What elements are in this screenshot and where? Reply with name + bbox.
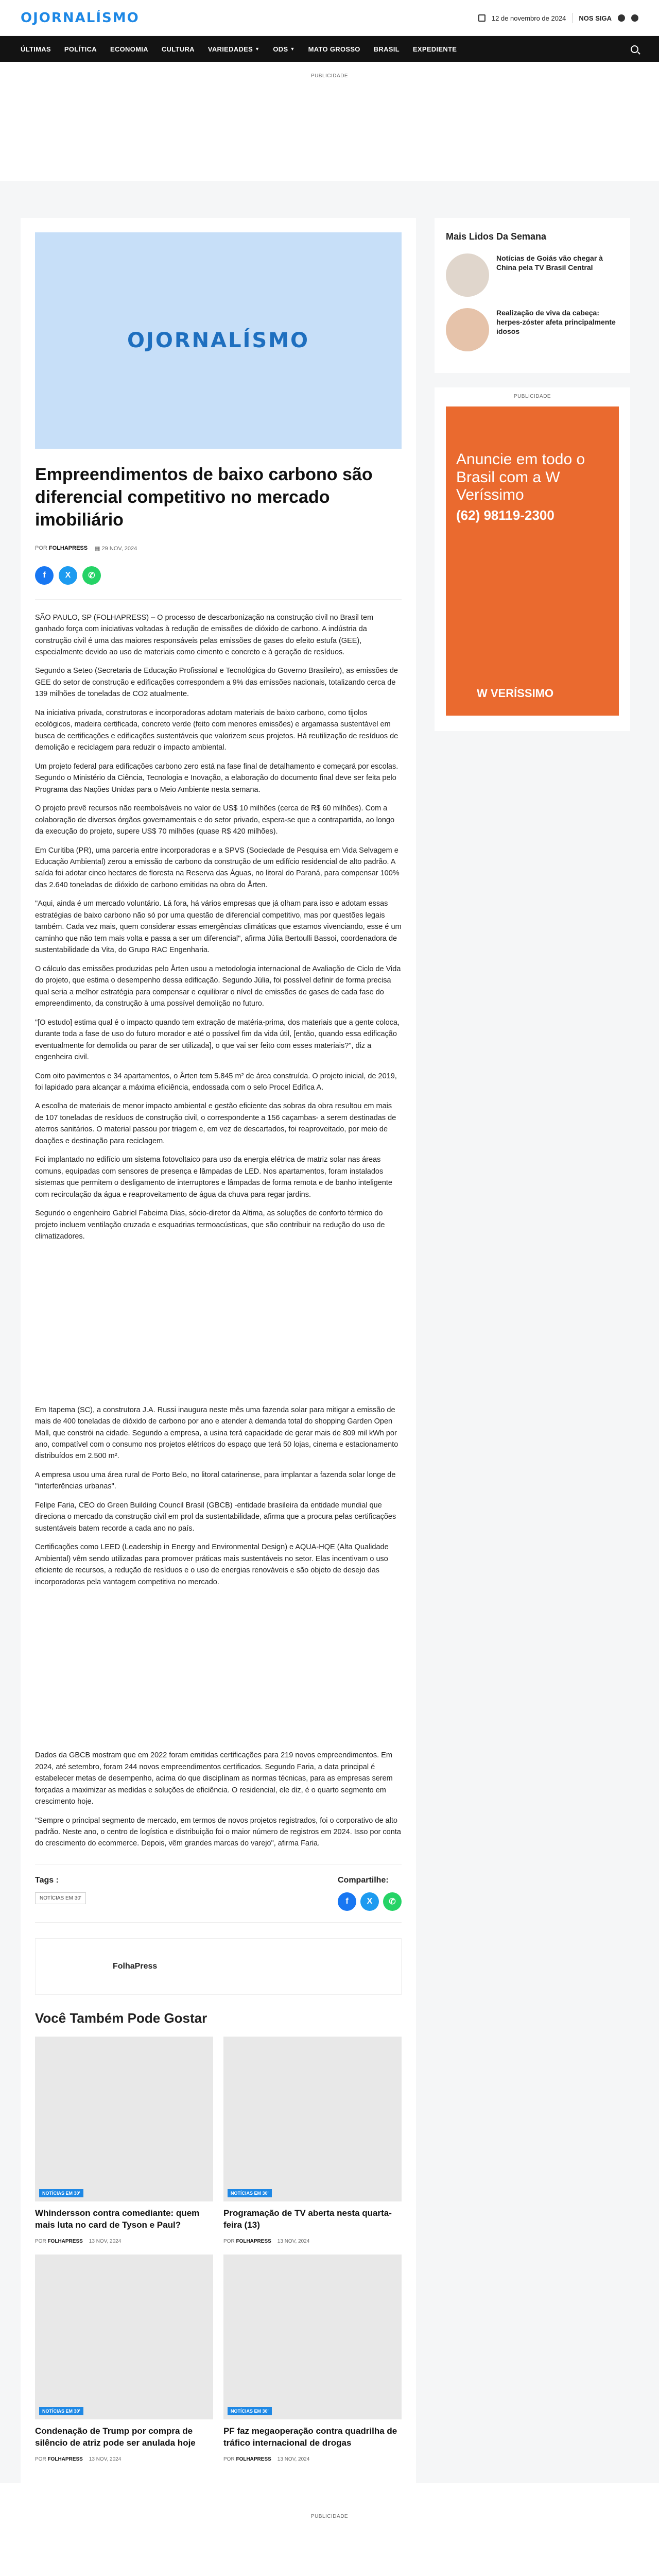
- related-card[interactable]: [223, 2037, 402, 2244]
- paragraph: "[O estudo] estima qual é o impacto quando tem extração de matéria-prima, dos materiais que a gente coloca, durante toda a fase de uso do futuro morador e até o possível fim da vida útil, [então, quando essa edificação eventualmente for demolida ou parar de ser utilizada], o que vai ser feito com esses materiais?", diz a engenheira civil.: [35, 1018, 400, 1062]
- card-author[interactable]: FOLHAPRESS: [236, 2238, 271, 2244]
- ad-brand-logo: W VERÍSSIMO: [477, 687, 554, 700]
- author-line: [35, 545, 88, 551]
- card-meta: [35, 2239, 213, 2244]
- article-date: ▦ 29 NOV, 2024: [95, 545, 137, 552]
- inline-ad-slot[interactable]: [35, 1250, 402, 1404]
- card-date: 13 NOV, 2024: [89, 2456, 122, 2462]
- most-read-item[interactable]: [446, 308, 619, 351]
- paragraph: A empresa usou uma área rural de Porto Belo, no litoral catarinense, para implantar a fazenda solar longe de "interferências urbanas".: [35, 1470, 396, 1491]
- most-read-item[interactable]: [446, 253, 619, 297]
- paragraph: Foi implantado no edifício um sistema fotovoltaico para uso da energia elétrica de matriz solar nas áreas comuns, equipadas com sensores de presença e lâmpadas de LED. Nos apartamentos, foram instalados sistemas que permitem o desligamento de interruptores e lâmpadas de forma remota e de banho inteligente com recirculação da água e reaproveitamento de água da chuva para regar jardins.: [35, 1156, 392, 1199]
- card-meta: [223, 2456, 402, 2462]
- instagram-icon[interactable]: [631, 14, 638, 22]
- by-label: POR: [35, 2238, 46, 2244]
- article: [21, 218, 416, 2483]
- paragraph: O cálculo das emissões produzidas pelo Årten usou a metodologia internacional de Avaliação de Ciclo de Vida do projeto, que estima o desempenho dessa edificação. Segundo Júlia, foi possível definir de forma precisa qual seria a melhor estratégia para compensar e equilibrar o nível de emissões de gases de cada fase do empreendimento, da construção à uma possível demolição no futuro.: [35, 964, 401, 1008]
- top-ad-area: [0, 62, 659, 181]
- facebook-share-button[interactable]: f: [338, 1892, 356, 1911]
- card-meta: [223, 2239, 402, 2244]
- facebook-icon[interactable]: [618, 14, 625, 22]
- paragraph: O projeto prevê recursos não reembolsáveis no valor de US$ 10 milhões (cerca de R$ 60 milhões). Com a colaboração de diversos órgãos governamentais e do setor privado, espera-se que a contrapartida, ao longo da execução do projeto, supere US$ 70 milhões (quase R$ 420 milhões).: [35, 804, 395, 836]
- search-icon[interactable]: [631, 45, 638, 53]
- facebook-share-button[interactable]: f: [35, 566, 54, 585]
- card-date: 13 NOV, 2024: [277, 2456, 310, 2462]
- related-card[interactable]: [35, 2255, 213, 2462]
- share-block: [338, 1876, 402, 1911]
- card-author-line: [223, 2239, 271, 2244]
- main-nav: [0, 36, 659, 62]
- date-text: 29 NOV, 2024: [101, 545, 137, 552]
- paragraph: Em Curitiba (PR), uma parceria entre incorporadoras e a SPVS (Sociedade de Pesquisa em Vida Selvagem e Educação Ambiental) zerou a emissão de carbono da construção de um edifício residencial de alto padrão. A saída foi adotar cinco hectares de floresta na Reserva das Águas, no litoral do Paraná, para compensar 100% das 2.640 toneladas de dióxido de carbono emitidas na obra do Årten.: [35, 846, 400, 889]
- paragraph: Felipe Faria, CEO do Green Building Council Brasil (GBCB) -entidade brasileira da entidade mundial que direciona o mercado da construção civil em prol da sustentabilidade, afirma que a procura pelas certificações sustentáveis batem recorde a cada ano no país.: [35, 1501, 396, 1533]
- most-read-item-title[interactable]: Notícias de Goiás vão chegar à China pela TV Brasil Central: [496, 254, 603, 272]
- paragraph: SÃO PAULO, SP (FOLHAPRESS) – O processo de descarbonização na construção civil no Brasil tem ganhado força com iniciativas voltadas à redução de emissões de dióxido de carbono. A indústria da construção civil é uma das maiores responsáveis pelas emissões de gases do efeito estufa (GEE), especialmente devido ao uso de materiais como cimento e concreto e à geração de resíduos.: [35, 613, 374, 656]
- category-badge[interactable]: NOTÍCIAS EM 30': [39, 2407, 83, 2415]
- card-author[interactable]: FOLHAPRESS: [47, 2238, 83, 2244]
- ad-slot[interactable]: [0, 83, 659, 181]
- twitter-share-button[interactable]: X: [59, 566, 77, 585]
- inline-ad-slot[interactable]: [35, 1595, 402, 1750]
- card-title[interactable]: Programação de TV aberta nesta quarta-feira (13): [223, 2208, 392, 2230]
- by-label: POR: [223, 2238, 235, 2244]
- nav-label: ODS: [273, 45, 288, 53]
- card-title[interactable]: Whindersson contra comediante: quem mais luta no card de Tyson e Paul?: [35, 2208, 200, 2230]
- category-badge[interactable]: NOTÍCIAS EM 30': [228, 2407, 272, 2415]
- most-read-box: [435, 218, 630, 373]
- content-area: [0, 181, 659, 2483]
- twitter-share-button[interactable]: X: [360, 1892, 379, 1911]
- nav-item-variedades[interactable]: [208, 45, 260, 53]
- thumbnail[interactable]: [446, 308, 489, 351]
- card-image[interactable]: [223, 2255, 402, 2419]
- whatsapp-share-button[interactable]: ✆: [383, 1892, 402, 1911]
- nav-item-ultimas[interactable]: ÚLTIMAS: [21, 45, 51, 53]
- share-label: Compartilhe:: [338, 1875, 389, 1885]
- thumbnail[interactable]: [446, 253, 489, 297]
- top-header: [0, 0, 659, 36]
- article-title: Empreendimentos de baixo carbono são diferencial competitivo no mercado imobiliário: [35, 465, 373, 530]
- paragraph: Na iniciativa privada, construtoras e incorporadoras adotam materiais de baixo carbono, como tijolos ecológicos, madeira certificada, concreto verde (feito com menores emissões) e argamassa sustentável em busca de certificações e edificações sustentáveis que valorizem seus projetos. Há reutilização de resíduos de demolição e reciclagem para reduzir o impacto ambiental.: [35, 708, 398, 752]
- calendar-icon: [478, 14, 485, 22]
- nav-item-brasil[interactable]: BRASIL: [373, 45, 400, 53]
- related-title: Você Também Pode Gostar: [35, 2010, 207, 2026]
- nav-label: VARIEDADES: [207, 45, 253, 53]
- paragraph: Dados da GBCB mostram que em 2022 foram emitidas certificações para 219 novos empreendimentos. Em 2024, até setembro, foram 244 novos empreendimentos certificados. Segundo Faria, a data principal é estabelecer metas de desempenho, acima do que disciplinam as normas técnicas, para as empresas serem forçadas a maximizar as medidas e soluções de eficiência. O residencial, ele diz, é o quarto segmento em crescimento hoje.: [35, 1751, 393, 1806]
- chevron-down-icon: ▼: [290, 46, 295, 52]
- hero-image: OJORNALÍSMO: [35, 232, 402, 449]
- ad-label: PUBLICIDADE: [513, 394, 551, 399]
- paragraph: Em Itapema (SC), a construtora J.A. Russi inaugura neste mês uma fazenda solar para mitigar a emissão de mais de 400 toneladas de dióxido de carbono por ano e atender à demanda total do shopping Garden Open Mall, que constrói na cidade. Segundo a empresa, a usina terá capacidade de gerar mais de 809 mil kWh por ano, compatível com o consumo nos projetos elétricos do espaço que terá 50 lojas, cinema e estacionamento distribuídos em 2.500 m².: [35, 1405, 398, 1461]
- sidebar: [435, 218, 630, 731]
- paragraph: "Aqui, ainda é um mercado voluntário. Lá fora, há vários empresas que já olham para isso e adotam essas estratégias de baixo carbono não só por uma questão de diferencial competitivo, mas por questões legais também. Cada vez mais, quem considerar essas emergências climáticas que estamos vivenciando, esse é um caminho que não tem mais volta e passa a ser um diferencial", afirma Júlia Bertoulli Bassoi, coordenadora de sustentabilidade da Vita, do Grupo RAC Engenharia.: [35, 900, 402, 955]
- card-author[interactable]: FOLHAPRESS: [236, 2456, 271, 2462]
- paragraph: Segundo a Seteo (Secretaria de Educação Profissional e Tecnológica do Governo Brasileiro), as emissões de GEE do setor de construção e edificações correspondem a 9% das emissões nacionais, totalizando cerca de 139 milhões de toneladas de CO2 atualmente.: [35, 667, 398, 699]
- ad-slot[interactable]: [0, 2519, 659, 2576]
- tags-label: Tags :: [35, 1875, 59, 1885]
- article-body: [35, 612, 402, 1850]
- card-date: 13 NOV, 2024: [89, 2238, 122, 2244]
- whatsapp-share-button[interactable]: ✆: [82, 566, 101, 585]
- tags-block: [35, 1876, 86, 1911]
- paragraph: Um projeto federal para edificações carbono zero está na fase final de detalhamento e começará por escolas. Segundo o Ministério da Ciência, Tecnologia e Inovação, a elaboração do documento final deve ser feita pelo Programa das Nações Unidas para o Meio Ambiente nesta semana.: [35, 762, 398, 794]
- ad-label: PUBLICIDADE: [310, 73, 349, 79]
- paragraph: A escolha de materiais de menor impacto ambiental e gestão eficiente das sobras da obra resultou em mais de 107 toneladas de resíduos de construção civil, o correspondente a 156 caçambas- a serem destinadas de aterros sanitários. O material passou por triagem e, em vez de descartados, foi reaproveitado, por meio de doações e destinação para reciclagem.: [35, 1102, 396, 1145]
- nav-item-politica[interactable]: POLÍTICA: [64, 45, 97, 53]
- card-author[interactable]: FOLHAPRESS: [47, 2456, 83, 2462]
- card-meta: [35, 2456, 213, 2462]
- follow-label: NOS SIGA: [579, 14, 612, 22]
- nav-item-mato-grosso[interactable]: MATO GROSSO: [308, 45, 360, 53]
- author-prefix: POR: [35, 545, 47, 552]
- sidebar-ad-box: [435, 387, 630, 731]
- share-row-top: [35, 566, 402, 600]
- nav-item-cultura[interactable]: CULTURA: [161, 45, 195, 53]
- paragraph: "Sempre o principal segmento de mercado, em termos de novos projetos registrados, foi o corporativo de alto padrão. Neste ano, o centro de logística e distribuição foi o maior número de registros em 2024. Isso por conta do crescimento do ecommerce. Depois, vêm grandes marcas do varejo", afirma Faria.: [35, 1816, 401, 1848]
- nav-item-ods[interactable]: [273, 45, 294, 53]
- ad-phone: (62) 98119-2300: [456, 507, 554, 523]
- nav-item-expediente[interactable]: EXPEDIENTE: [412, 45, 457, 53]
- author-name[interactable]: FOLHAPRESS: [48, 545, 88, 552]
- most-read-title: Mais Lidos Da Semana: [446, 231, 547, 242]
- card-image[interactable]: [35, 2255, 213, 2419]
- related-card[interactable]: [35, 2037, 213, 2244]
- nav-item-economia[interactable]: ECONOMIA: [110, 45, 148, 53]
- by-label: POR: [35, 2456, 46, 2462]
- tag-chip[interactable]: NOTÍCIAS EM 30': [35, 1892, 86, 1904]
- chevron-down-icon: ▼: [255, 46, 260, 52]
- card-date: 13 NOV, 2024: [277, 2238, 310, 2244]
- card-image[interactable]: [35, 2037, 213, 2201]
- veríssimo-ad-banner[interactable]: [446, 406, 619, 716]
- article-meta: [35, 545, 402, 552]
- paragraph: Com oito pavimentos e 34 apartamentos, o Årten tem 5.845 m² de área construída. O projeto inicial, de 2019, foi lapidado para alcançar a máxima eficiência, endossada com o selo Procel Edifica A.: [35, 1072, 397, 1092]
- card-author-line: [35, 2456, 83, 2462]
- site-logo[interactable]: OJORNALÍSMO: [21, 10, 140, 26]
- header-date: 12 de novembro de 2024: [491, 14, 566, 22]
- card-title[interactable]: Condenação de Trump por compra de silêncio de atriz pode ser anulada hoje: [35, 2426, 196, 2448]
- ad-label: PUBLICIDADE: [310, 2513, 349, 2519]
- by-label: POR: [223, 2456, 235, 2462]
- bottom-ad-area: [0, 2483, 659, 2576]
- most-read-item-title[interactable]: Realização de viva da cabeça: herpes-zóster afeta principalmente idosos: [496, 309, 616, 336]
- related-card[interactable]: [223, 2255, 402, 2462]
- paragraph: Segundo o engenheiro Gabriel Fabeima Dias, sócio-diretor da Altima, as soluções de conforto térmico do projeto incluem ventilação cruzada e esquadrias termoacústicas, que são contribuir na redução do uso de climatizadores.: [35, 1209, 385, 1241]
- related-grid: [35, 2037, 402, 2462]
- card-image[interactable]: [223, 2037, 402, 2201]
- ad-headline: Anuncie em todo o Brasil com a W Veríssimo: [456, 451, 585, 503]
- card-author-line: [35, 2239, 83, 2244]
- category-badge[interactable]: NOTÍCIAS EM 30': [39, 2189, 83, 2197]
- author-box[interactable]: FolhaPress: [35, 1938, 402, 1995]
- card-title[interactable]: PF faz megaoperação contra quadrilha de tráfico internacional de drogas: [223, 2426, 397, 2448]
- category-badge[interactable]: NOTÍCIAS EM 30': [228, 2189, 272, 2197]
- card-author-line: [223, 2456, 271, 2462]
- divider: [572, 13, 573, 23]
- tags-share-bar: [35, 1864, 402, 1923]
- paragraph: Certificações como LEED (Leadership in Energy and Environmental Design) e AQUA-HQE (Alta Qualidade Ambiental) vêm sendo utilizadas para promover práticas mais sustentáveis no setor. Elas incentivam o uso eficiente de recursos, a redução de resíduos e o uso de energias renováveis e são objeto de desejo das incorporadoras pela vantagem competitiva no mercado.: [35, 1543, 389, 1586]
